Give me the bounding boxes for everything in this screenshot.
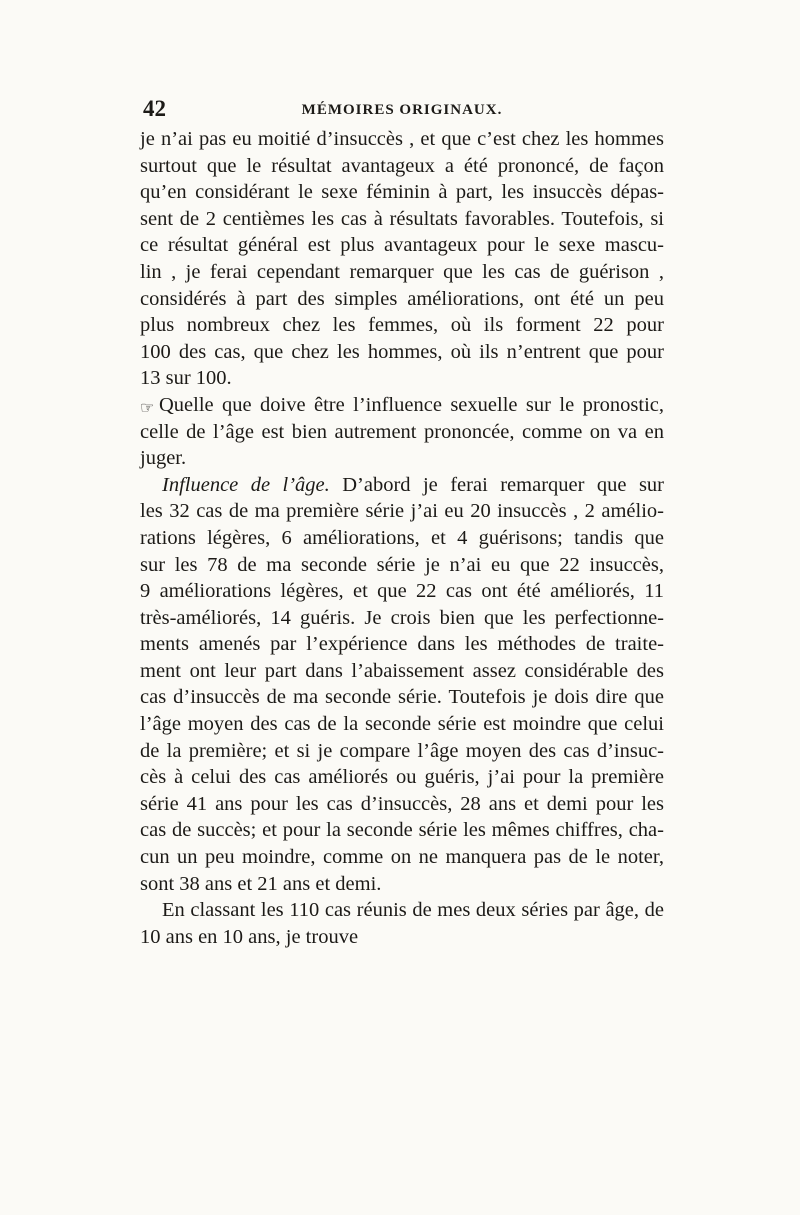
- text-line: les 32 cas de ma première série j’ai eu 20 insuccès , 2 amélio-: [140, 500, 664, 523]
- text-line: l’âge moyen des cas de la seconde série est moindre que celui: [140, 713, 664, 736]
- text-line-with-mark: [140, 392, 664, 419]
- text-line: très-améliorés, 14 guéris. Je crois bien que les perfectionne-: [140, 606, 664, 629]
- page-number: 42: [143, 96, 166, 121]
- text-line-with-heading: [140, 472, 664, 499]
- pointing-hand-icon: ☞: [140, 399, 155, 417]
- text-line: Quelle que doive être l’influence sexuelle sur le pronostic,: [159, 393, 664, 416]
- section-run-in-heading: Influence de l’âge.: [162, 473, 330, 496]
- text-line: D’abord je ferai remarquer que sur: [342, 473, 664, 496]
- text-line: sont 38 ans et 21 ans et demi.: [140, 872, 382, 895]
- text-line: cas de succès; et pour la seconde série les mêmes chiffres, cha-: [140, 819, 664, 842]
- text-line: sur les 78 de ma seconde série je n’ai eu que 22 insuccès,: [140, 553, 664, 576]
- text-line: plus nombreux chez les femmes, où ils forment 22 pour: [140, 314, 664, 337]
- text-line: ment ont leur part dans l’abaissement assez considérable des: [140, 659, 664, 682]
- text-line: sent de 2 centièmes les cas à résultats favorables. Toutefois, si: [140, 207, 664, 230]
- text-line: En classant les 110 cas réunis de mes deux séries par âge, de: [162, 899, 664, 922]
- page-header: [140, 96, 664, 130]
- text-line: rations légères, 6 améliorations, et 4 guérisons; tandis que: [140, 526, 664, 549]
- text-line: de la première; et si je compare l’âge moyen des cas d’insuc-: [140, 739, 664, 762]
- text-line: lin , je ferai cependant remarquer que les cas de guérison ,: [140, 260, 664, 283]
- text-line: 100 des cas, que chez les hommes, où ils n’entrent que pour: [140, 340, 664, 363]
- running-head: MÉMOIRES ORIGINAUX.: [301, 102, 503, 118]
- text-line: cès à celui des cas améliorés ou guéris, j’ai pour la première: [140, 766, 664, 789]
- text-line: cun un peu moindre, comme on ne manquera pas de le noter,: [140, 846, 664, 869]
- text-line: série 41 ans pour les cas d’insuccès, 28 ans et demi pour les: [140, 792, 664, 815]
- text-line: 9 améliorations légères, et que 22 cas ont été améliorés, 11: [140, 580, 664, 603]
- text-line: ce résultat général est plus avantageux pour le sexe mascu-: [140, 234, 664, 257]
- text-line: considérés à part des simples améliorations, ont été un peu: [140, 287, 664, 310]
- text-line: juger.: [140, 447, 187, 470]
- text-line: qu’en considérant le sexe féminin à part, les insuccès dépas-: [140, 181, 664, 204]
- text-line: cas d’insuccès de ma seconde série. Toutefois je dois dire que: [140, 686, 664, 709]
- text-line: 10 ans en 10 ans, je trouve: [140, 925, 359, 948]
- text-line: celle de l’âge est bien autrement prononcée, comme on va en: [140, 420, 664, 443]
- body-text: [140, 126, 664, 950]
- text-line: surtout que le résultat avantageux a été prononcé, de façon: [140, 154, 664, 177]
- text-line: 13 sur 100.: [140, 367, 232, 390]
- text-line: ments amenés par l’expérience dans les méthodes de traite-: [140, 633, 664, 656]
- text-line: je n’ai pas eu moitié d’insuccès , et que c’est chez les hommes: [140, 128, 664, 150]
